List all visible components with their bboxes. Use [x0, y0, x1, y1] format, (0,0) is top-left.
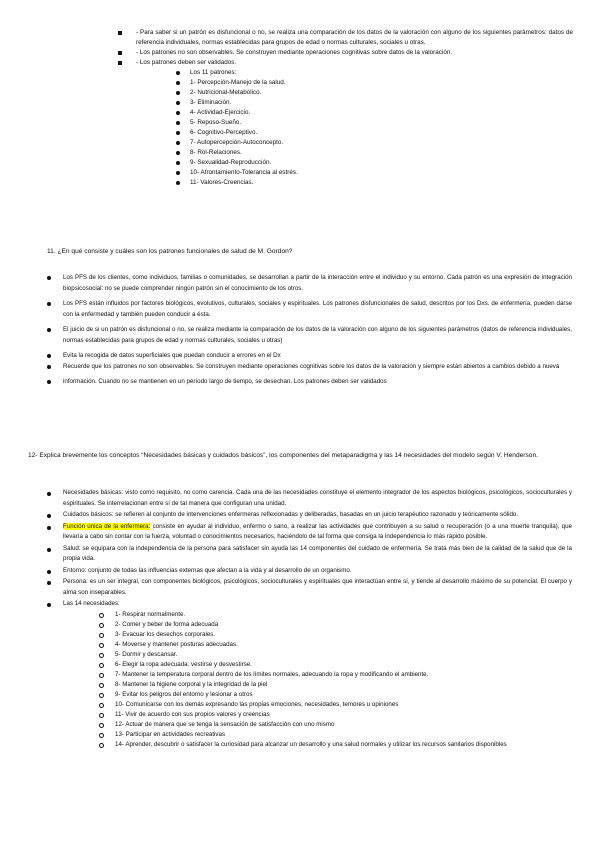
list-item: Recuerde que los patrones no son observables. Se construyen mediante operaciones cognitivas sobre los datos de la valoración y siempre están abiertos a cambios debido a nueva [47, 361, 572, 372]
need-item: 12- Actuar de manera que se tenga la sensación de satisfacción con uno mismo [99, 720, 572, 730]
circle-bullet-icon [99, 673, 104, 678]
need-item: 11- Vivir de acuerdo con sus propios valores y creencias [99, 710, 572, 720]
list-item: El juicio de si un patrón es disfuncional o no, se realiza mediante la comparación de los datos de la valoración con alguno de los siguientes parámetros (datos de referencia individuales, normas establecidas para grupos de edad y normas culturales, sociales u otras) [47, 324, 572, 346]
need-item: 7- Mantener la temperatura corporal dentro de los límites normales, adecuando la ropa y modificando el ambiente. [99, 670, 572, 680]
pattern-item: 11- Valores-Creencias. [176, 178, 573, 188]
bullet-icon [47, 526, 51, 530]
top-bullet-list [118, 28, 573, 188]
bullet-icon [176, 91, 180, 95]
circle-bullet-icon [99, 643, 104, 648]
square-bullet-icon [118, 51, 122, 55]
circle-bullet-icon [99, 663, 104, 668]
bullet-icon [176, 161, 180, 165]
answers-11-list [47, 272, 572, 391]
need-item: 14- Aprender, descubrir o satisfacer la curiosidad para alcanzar un desarrollo y una salud normales y utilizar los recursos sanitarios disponibles [99, 740, 572, 750]
need-item: 1- Respirar normalmente. [99, 610, 572, 620]
pattern-item: 10- Afrontamiento-Tolerancia al estrés. [176, 168, 573, 178]
list-item: Necesidades básicas: visto como requisito, no como carencia. Cada una de las necesidades constituye el elemento integrador de los aspectos biológicos, psicológicos, socioculturales y espirituales. Se interrelacionan entre sí de tal manera que configuran una unidad. [47, 488, 572, 509]
question-11-heading: 11. ¿En qué consiste y cuáles son los patrones funcionales de salud de M. Gordon? [47, 248, 293, 255]
circle-bullet-icon [99, 683, 104, 688]
bullet-icon [47, 328, 51, 332]
list-item: Salud: se equipara con la independencia de la persona para satisfacer sin ayuda las 14 componentes del cuidado de enfermería. Se trata más bien de la calidad de la salud que de la propia vida. [47, 544, 572, 565]
square-bullet-icon [118, 31, 122, 35]
pattern-item: 9- Sexualidad-Reproducción. [176, 158, 573, 168]
list-item: Persona: es un ser integral, con componentes biológicos, psicológicos, socioculturales y espirituales que interactúan entre sí, y tiende al desarrollo máximo de su potencial. El cuerpo y alma son inseparables. [47, 577, 572, 598]
pattern-item: Los 11 patrones: [176, 68, 573, 78]
highlighted-term: Función única de la enfermera: [63, 522, 151, 530]
bullet-icon [176, 131, 180, 135]
bullet-icon [176, 151, 180, 155]
bullet-icon [47, 492, 51, 496]
list-item: Entorno: conjunto de todas las influencias externas que afectan a la vida y al desarrollo de un organismo. [47, 566, 572, 577]
need-item: 4- Moverse y mantener posturas adecuadas. [99, 640, 572, 650]
bullet-icon [176, 81, 180, 85]
circle-bullet-icon [99, 723, 104, 728]
list-item: - Los patrones no son observables. Se construyen mediante operaciones cognitivas sobre datos de la valoración. [118, 48, 573, 58]
bullet-icon [47, 380, 51, 384]
list-item: información. Cuando no se mantienen en un período largo de tiempo, se desechan. Los patrones deben ser validados [47, 376, 572, 387]
bullet-icon [47, 365, 51, 369]
bullet-icon [47, 581, 51, 585]
bullet-icon [176, 181, 180, 185]
pattern-item: 7- Autopercepción-Autoconcepto. [176, 138, 573, 148]
list-item: - Para saber si un patrón es disfuncional o no, se realiza una comparación de los datos de la valoración con alguno de los siguientes parámetros: datos de referencia individuales, normas establecidas para grupos de edad o normas culturales, sociales u otras. [118, 28, 573, 48]
need-item: 5- Dormir y descansar. [99, 650, 572, 660]
circle-bullet-icon [99, 693, 104, 698]
circle-bullet-icon [99, 713, 104, 718]
question-12-heading: 12- Explica brevemente los conceptos “Necesidades básicas y cuidados básicos”, los componentes del metaparadigma y las 14 necesidades del modelo según V. Henderson. [28, 452, 538, 459]
list-item: Las 14 necesidades: 1- Respirar normalmente. 2- Comer y beber de forma adecuada 3- Evacuar los desechos corporales. 4- Moverse y mantener posturas adecuadas. 5- Dormir y descansar. 6- Elegir la ropa adecuada: vestirse y desvestirse. 7- Mantener la temperatura corporal dentro de los límites normales, adecuando la ropa y modificando el ambiente. 8- Mantener la higiene corporal y la integridad de la piel 9- Evitar los peligros del entorno y lesionar a otros 10- Comunicarse con los demás expresando las propias emociones, necesidades, temores u opiniones 11- Vivir de acuerdo con sus propios valores y creencias 12- Actuar de manera que se tenga la sensación de satisfacción con uno mismo 13- Participar en actividades recreativas 14- Aprender, descubrir o satisfacer la curiosidad para alcanzar un desarrollo y una salud normales y utilizar los recursos sanitarios disponibles [47, 599, 572, 750]
bullet-icon [47, 276, 51, 280]
circle-bullet-icon [99, 733, 104, 738]
patterns-list [136, 68, 573, 188]
pattern-item: 8- Rol-Relaciones. [176, 148, 573, 158]
need-item: 9- Evitar los peligros del entorno y lesionar a otros [99, 690, 572, 700]
need-item: 13- Participar en actividades recreativas [99, 730, 572, 740]
need-item: 10- Comunicarse con los demás expresando las propias emociones, necesidades, temores u opiniones [99, 700, 572, 710]
list-item: - Los patrones deben ser validados. Los 11 patrones: 1- Percepción-Manejo de la salud. 2- Nutricional-Metabólico. 3- Eliminación. 4- Actividad-Ejercicio. 5- Reposo-Sueño. 6- Cognitivo-Perceptivo. 7- Autopercepción-Autoconcepto. 8- Rol-Relaciones. 9- Sexualidad-Reproducción. 10- Afrontamiento-Tolerancia al estrés. 11- Valores-Creencias. [118, 58, 573, 188]
answers-12-list [47, 488, 572, 751]
pattern-item: 5- Reposo-Sueño. [176, 118, 573, 128]
bullet-icon [176, 101, 180, 105]
bullet-icon [176, 171, 180, 175]
square-bullet-icon [118, 61, 122, 65]
circle-bullet-icon [99, 703, 104, 708]
list-item: Evita la recogida de datos superficiales que puedan conducir a errores en el Dx [47, 350, 572, 361]
needs-list [63, 610, 572, 750]
need-item: 3- Evacuar los desechos corporales. [99, 630, 572, 640]
need-item: 8- Mantener la higiene corporal y la integridad de la piel [99, 680, 572, 690]
bullet-icon [47, 514, 51, 518]
bullet-icon [176, 141, 180, 145]
pattern-item: 4- Actividad-Ejercicio. [176, 108, 573, 118]
bullet-icon [47, 603, 51, 607]
need-item: 6- Elegir la ropa adecuada: vestirse y desvestirse. [99, 660, 572, 670]
bullet-icon [47, 302, 51, 306]
pattern-item: 6- Cognitivo-Perceptivo. [176, 128, 573, 138]
list-item: Los PFS están influidos por factores biológicos, evolutivos, culturales, sociales y espirituales. Los patrones disfuncionales de salud, descritos por los Dxs. de enfermería, pueden darse con la enfermedad y también pueden conducir a ésta. [47, 298, 572, 320]
circle-bullet-icon [99, 613, 104, 618]
list-item: Los PFS de los clientes, como individuos, familias o comunidades, se desarrollan a partir de la interacción entre el individuo y su entorno. Cada patrón es una expresión de integración biopsicosocial: no se puede comprender ningún patrón sin el conocimiento de los otros. [47, 272, 572, 294]
pattern-item: 3- Eliminación. [176, 98, 573, 108]
bullet-icon [47, 354, 51, 358]
circle-bullet-icon [99, 633, 104, 638]
bullet-icon [176, 121, 180, 125]
pattern-item: 2- Nutricional-Metabólico. [176, 88, 573, 98]
bullet-icon [176, 111, 180, 115]
list-item: Cuidados básicos: se refieren al conjunto de intervenciones enfermeras reflexionadas y deliberadas, basadas en un juicio terapéutico razonado y teóricamente sólido. [47, 510, 572, 521]
bullet-icon [47, 548, 51, 552]
pattern-item: 1- Percepción-Manejo de la salud. [176, 78, 573, 88]
bullet-icon [47, 570, 51, 574]
list-item: Función única de la enfermera: consiste en ayudar al individuo, enfermo o sano, a realizar las actividades que contribuyen a su salud o recuperación (o a una muerte tranquila), que llevaría a cabo sin contar con la fuerza, voluntad o conocimientos necesarios, haciéndolo de tal forma que consiga la independencia lo más rápido posible. [47, 522, 572, 543]
bullet-icon [176, 71, 180, 75]
circle-bullet-icon [99, 623, 104, 628]
need-item: 2- Comer y beber de forma adecuada [99, 620, 572, 630]
circle-bullet-icon [99, 653, 104, 658]
circle-bullet-icon [99, 743, 104, 748]
